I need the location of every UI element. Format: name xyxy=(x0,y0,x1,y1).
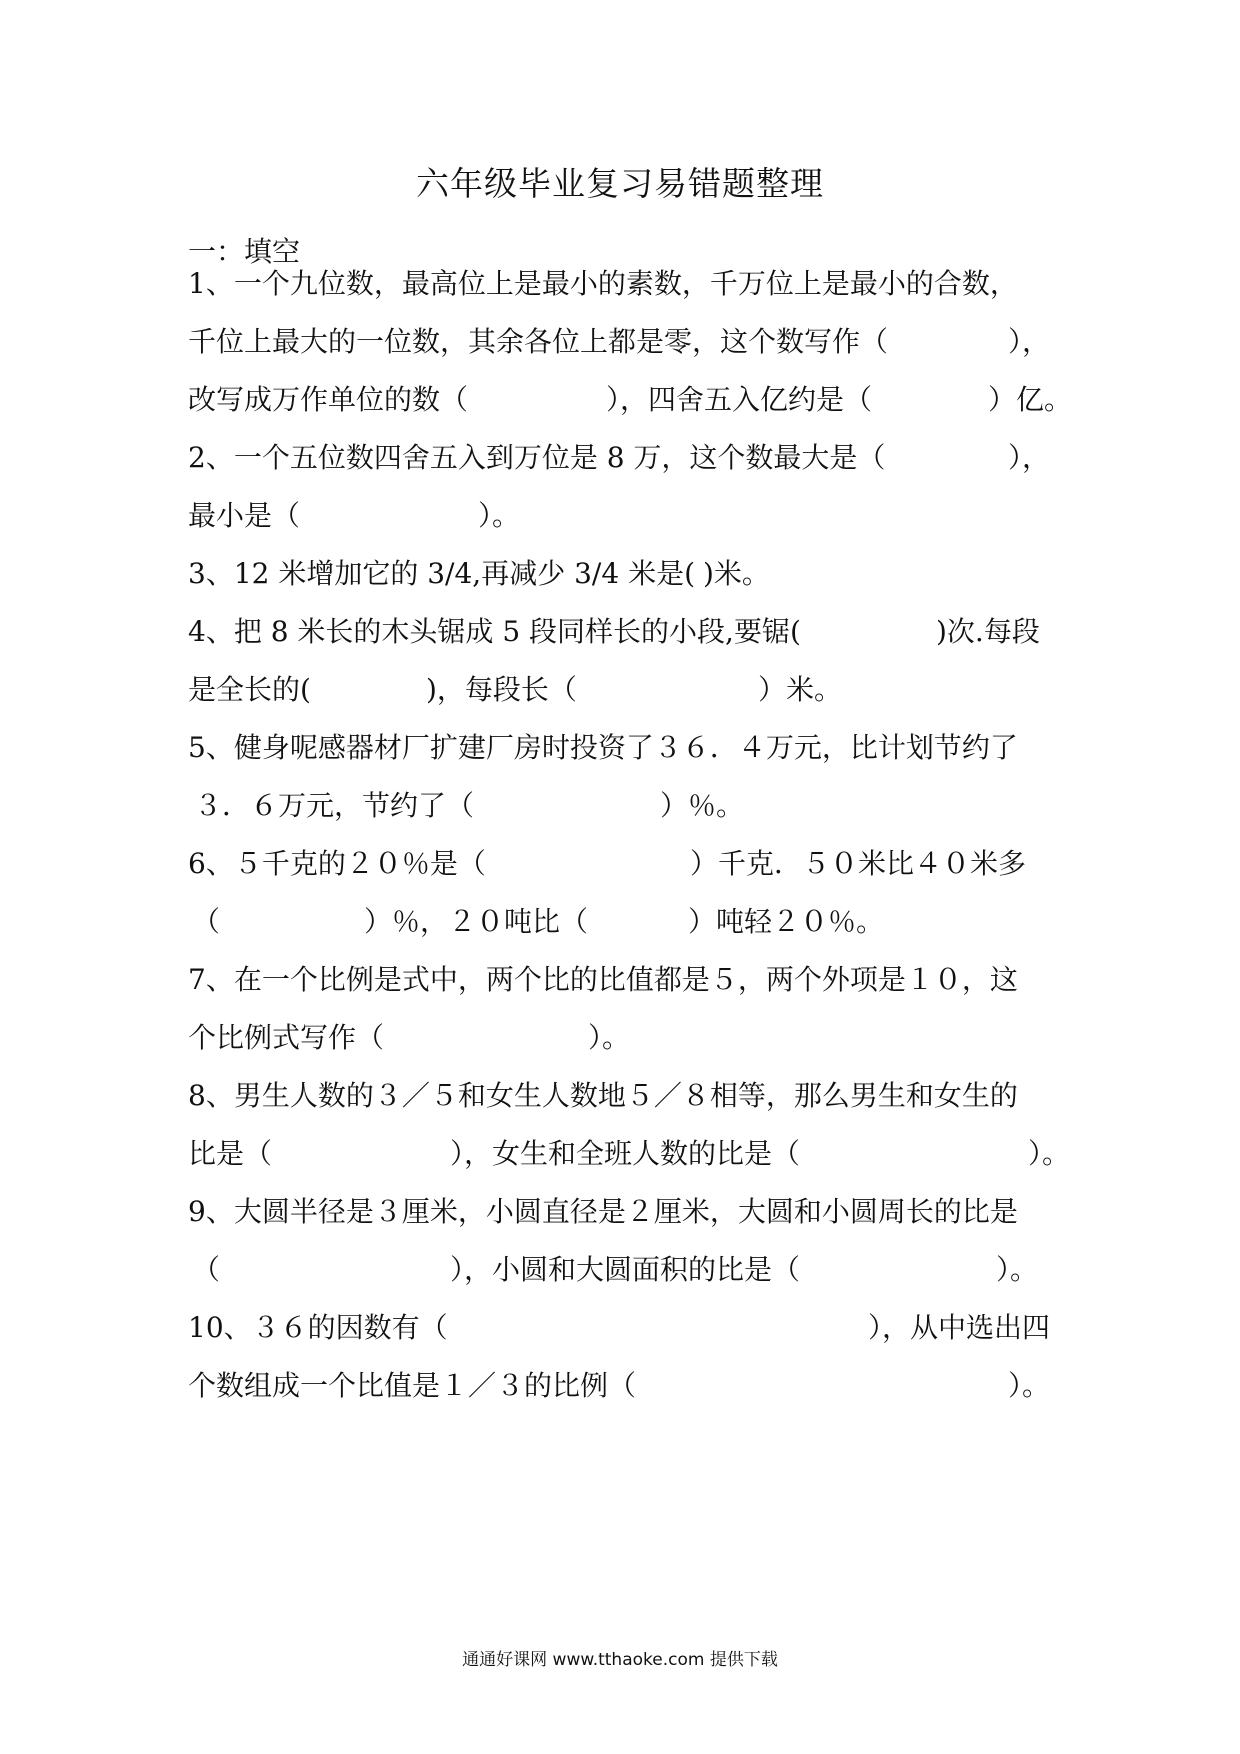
text-segment: 是全长的( xyxy=(188,673,311,706)
text-segment: 1、一个九位数，最高位上是最小的素数，千万位上是最小的合数， xyxy=(188,267,1018,300)
text-segment: 千位上最大的一位数，其余各位上都是零，这个数写作（ xyxy=(188,325,889,358)
text-segment: )，每段长（ xyxy=(426,673,577,706)
page-title: 六年级毕业复习易错题整理 xyxy=(416,164,824,203)
text-segment: ）， xyxy=(1008,325,1051,358)
text-segment: （ xyxy=(192,905,221,938)
text-segment: ），小圆和大圆面积的比是（ xyxy=(450,1253,801,1286)
text-segment: 3、12 米增加它的 3/4,再减少 3/4 米是( xyxy=(188,557,695,590)
text-segment: 最小是（ xyxy=(188,499,301,532)
text-segment: ）％。 xyxy=(660,789,745,822)
text-segment: ）吨轻２０％。 xyxy=(688,905,885,938)
text-segment: ），从中选出四 xyxy=(868,1311,1051,1344)
text-segment: ），四舍五入亿约是（ xyxy=(606,383,873,416)
text-segment: ）米。 xyxy=(758,673,843,706)
text-segment: ）。 xyxy=(996,1253,1039,1286)
text-segment: ）亿。 xyxy=(988,383,1073,416)
text-segment: 比是（ xyxy=(188,1137,273,1170)
text-segment: ）。 xyxy=(478,499,521,532)
text-segment: 6、５千克的２０％是（ xyxy=(188,847,486,880)
text-segment: ）。 xyxy=(1008,1369,1051,1402)
text-segment: )米。 xyxy=(703,557,770,590)
section-heading: 一：填空 xyxy=(188,235,301,268)
text-segment: 改写成万作单位的数（ xyxy=(188,383,469,416)
text-segment: )次.每段 xyxy=(936,615,1040,648)
text-segment: ）％，２０吨比（ xyxy=(364,905,589,938)
text-segment: ）。 xyxy=(588,1021,631,1054)
footer-credit: 通通好课网 www.tthaoke.com 提供下载 xyxy=(462,1650,778,1670)
text-segment: ），女生和全班人数的比是（ xyxy=(450,1137,801,1170)
text-segment: 9、大圆半径是３厘米，小圆直径是２厘米，大圆和小圆周长的比是 xyxy=(188,1195,1018,1228)
text-segment: 7、在一个比例是式中，两个比的比值都是５，两个外项是１０，这 xyxy=(188,963,1018,996)
text-segment: 个比例式写作（ xyxy=(188,1021,385,1054)
text-segment: 4、把 8 米长的木头锯成 5 段同样长的小段,要锯( xyxy=(188,615,801,648)
text-segment: （ xyxy=(192,1253,221,1286)
text-segment: ）千克．５０米比４０米多 xyxy=(690,847,1027,880)
text-segment: 个数组成一个比值是１／３的比例（ xyxy=(188,1369,637,1402)
text-segment: 8、男生人数的３／５和女生人数地５／８相等，那么男生和女生的 xyxy=(188,1079,1018,1112)
text-segment: 5、健身呢感器材厂扩建厂房时投资了３６．４万元，比计划节约了 xyxy=(188,731,1018,764)
text-segment: ３．６万元，节约了（ xyxy=(194,789,475,822)
text-segment: 10、３６的因数有（ xyxy=(188,1311,448,1344)
text-segment: 2、一个五位数四舍五入到万位是 8 万，这个数最大是（ xyxy=(188,441,886,474)
text-segment: ）， xyxy=(1008,441,1051,474)
text-segment: ）。 xyxy=(1028,1137,1071,1170)
